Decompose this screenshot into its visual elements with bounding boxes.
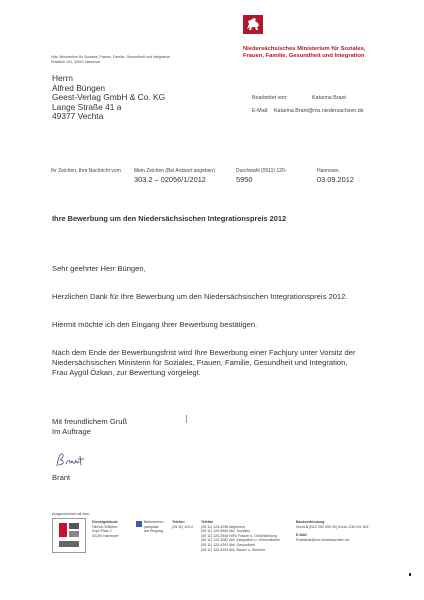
- footer-bank-title: Bankverbindung: [296, 520, 325, 524]
- footer-fax-line5: (05 11) 120-4291 Abt. Gesundheit: [201, 542, 255, 547]
- footer-phone-column: [172, 520, 193, 529]
- footer-parking-line1: Behinderten-: [144, 520, 165, 524]
- footer-fax-column: [201, 520, 280, 552]
- contact-email-value[interactable]: Katarina.Brant@ms.niedersachsen.de: [274, 108, 364, 114]
- ref-date-value: 03.09.2012: [317, 175, 354, 184]
- footer-address-line3: 30159 Hannover: [92, 533, 119, 538]
- footer-fax-line6: (05 11) 120-4294 Abt. Bauen u. Wohnen: [201, 547, 266, 552]
- paragraph-1: Herzlichen Dank für Ihre Bewerbung um den Niedersächsischen Integrationspreis 2012.: [52, 292, 348, 301]
- recipient-line1: Herrn: [52, 73, 73, 83]
- footer-address-line1: Hinrich-Wilhelm-: [92, 524, 119, 529]
- footer-phone-title: Telefon: [172, 520, 185, 524]
- ministry-name: [243, 46, 365, 60]
- contact-processed-row: [252, 95, 364, 101]
- ministry-name-line1: Niedersächsisches Ministerium für Soziales,: [243, 46, 366, 52]
- footer-parking-column: [144, 520, 165, 534]
- ref-phone-value: 5950: [236, 175, 253, 184]
- footer-address-line2: Kopf-Platz 2: [92, 529, 112, 534]
- recipient-line5: 49377 Vechta: [52, 111, 104, 121]
- footer-parking-line3: am Eingang: [144, 529, 164, 534]
- closing-on-behalf: Im Auftrage: [52, 427, 91, 436]
- recipient-line3: Geest-Verlag GmbH & Co. KG: [52, 92, 166, 102]
- salutation: Sehr geehrter Herr Büngen,: [52, 264, 146, 273]
- wheelchair-icon: [136, 521, 142, 527]
- paragraph-3-line1: Nach dem Ende der Bewerbungsfrist wird Ihre Bewerbung einer Fachjury unter Vorsitz der: [52, 348, 356, 357]
- footer-address-title: Dienstgebäude: [92, 520, 118, 524]
- footer-fax-line4: (05 11) 120-3082 Abt. Integration u. Generationen: [201, 538, 281, 543]
- scan-mark: [409, 573, 411, 576]
- footer-fax-line1: (05 11) 120-4298 Allgemein: [201, 524, 245, 529]
- contact-processed-value: Katarina Brant: [312, 95, 346, 101]
- handwritten-signature: [55, 451, 91, 469]
- sender-line1: Nds. Ministerium für Soziales, Frauen, Familie, Gesundheit und Integration: [51, 55, 170, 59]
- contact-email-label: E-Mail:: [252, 108, 269, 114]
- footer-phone-line1: (05 11) 120-0: [172, 524, 194, 529]
- ref-phone-label: Durchwahl (0511) 120-: [236, 168, 287, 174]
- letter-subject: Ihre Bewerbung um den Niedersächsischen Integrationspreis 2012: [52, 214, 287, 223]
- ref-my-value: 303.2 – 02056/1/2012: [134, 175, 206, 184]
- paragraph-2: Hiermit möchte ich den Eingang Ihrer Bewerbung bestätigen.: [52, 320, 258, 329]
- paragraph-3-line2: Niedersächsischen Ministerin für Soziales, Frauen, Familie, Gesundheit und Integration,: [52, 358, 348, 367]
- footer-bank-line1: NordLB (BLZ 250 500 00) Konto 106 031 302: [296, 524, 369, 529]
- footer-email-value[interactable]: Poststelle@ms.niedersachsen.de: [296, 537, 350, 542]
- ministry-name-line2: Frauen, Familie, Gesundheit und Integration: [243, 53, 365, 59]
- contact-block: [252, 95, 364, 114]
- ref-my-label: Mein Zeichen (Bei Antwort angeben): [134, 168, 215, 174]
- footer-address-column: [92, 520, 119, 538]
- sender-line2: Postfach 141, 30001 Hannover: [51, 59, 101, 64]
- footer-fax-line2: (05 11) 120-5960 Abt. Soziales: [201, 529, 251, 534]
- stray-mark: [186, 415, 189, 423]
- footer-email-title: E-Mail: [296, 533, 307, 538]
- closing-greeting: Mit freundlichem Gruß: [52, 417, 128, 426]
- recipient-line2: Alfred Büngen: [52, 82, 106, 93]
- award-badge: [52, 518, 86, 553]
- sender-return-address: [51, 55, 201, 64]
- ref-your-label: Ihr Zeichen, Ihre Nachricht vom: [51, 168, 121, 174]
- ref-place-label: Hannover,: [317, 168, 340, 174]
- footer-parking-line2: parkplatz: [144, 524, 159, 529]
- signature-name: Brant: [52, 473, 71, 482]
- contact-email-row: [252, 108, 364, 114]
- recipient-line4: Lange Straße 41 a: [52, 101, 122, 112]
- coat-of-arms-logo: [243, 15, 263, 34]
- closing: [52, 417, 382, 437]
- paragraph-3: [52, 348, 382, 378]
- contact-processed-label: Bearbeitet von:: [252, 95, 288, 101]
- footer-fax-line3: (05 11) 120-2946 NiFü Frauen u. Gleichstellung: [201, 533, 277, 538]
- footer-bank-column: [296, 520, 369, 542]
- paragraph-3-line3: Frau Aygül Özkan, zur Bewertung vorgelegt.: [52, 368, 201, 377]
- award-label: Ausgezeichnet mit dem: [52, 512, 90, 516]
- recipient-address: [52, 74, 165, 122]
- footer-fax-title: Telefax: [201, 520, 214, 524]
